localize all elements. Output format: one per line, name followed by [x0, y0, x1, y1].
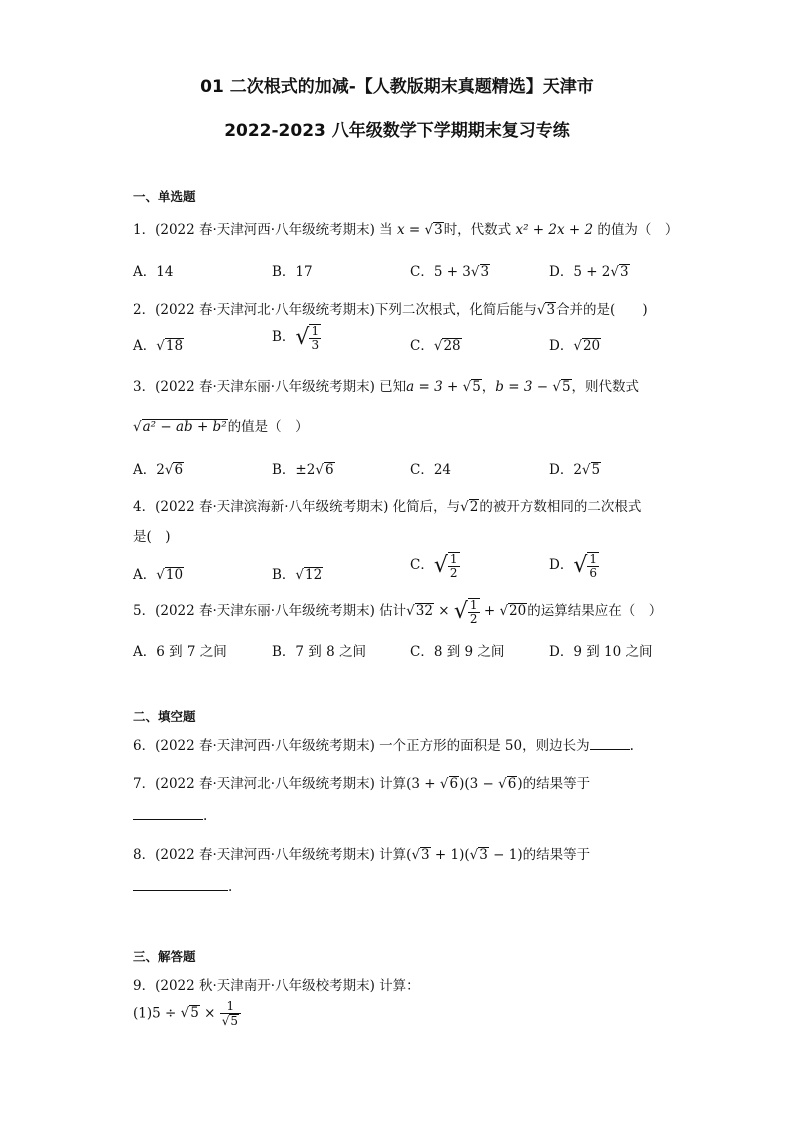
- question-9: 9．(2022 秋·天津南开·八年级校考期末) 计算：: [133, 978, 420, 994]
- q5-suffix: 的运算结果应在（ ）: [527, 603, 663, 620]
- question-8: 8．(2022 春·天津河西·八年级统考期末) 计算(√3 + 1)(√3 − 1)的结果等于: [133, 847, 591, 863]
- q3-option-a[interactable]: A．2√6: [133, 462, 184, 478]
- q3-suffix: ，则代数式: [571, 379, 640, 395]
- question-7-answer: .: [133, 808, 207, 824]
- question-5: 5．(2022 春·天津东丽·八年级统考期末) 估计√32 × √ $\frac{1}{2}$ + √20的运算结果应在（ ）: [133, 598, 663, 626]
- q4-option-d[interactable]: D．√ $\frac{1}{6}$: [549, 552, 597, 580]
- q6-answer-blank[interactable]: [590, 749, 630, 750]
- q5-option-c[interactable]: C．8 到 9 之间: [410, 644, 505, 660]
- question-3: 3．(2022 春·天津东丽·八年级统考期末) 已知a = 3 + √5，b = 3 − √5，则代数式: [133, 379, 640, 395]
- doc-title-line-1: 01 二次根式的加减-【人教版期末真题精选】天津市: [200, 77, 594, 97]
- question-6: 6．(2022 春·天津河西·八年级统考期末) 一个正方形的面积是 50，则边长为 .: [133, 738, 634, 754]
- section-heading-single-choice: 一、单选题: [133, 189, 196, 204]
- q2-sqrt: √3: [536, 302, 556, 318]
- q4-option-c[interactable]: C．√ $\frac{1}{2}$: [410, 552, 458, 580]
- question-2: [133, 298, 648, 318]
- q3-option-c[interactable]: C．24: [410, 462, 452, 478]
- q5-prefix: 5．(2022 春·天津东丽·八年级统考期末) 估计: [133, 603, 407, 620]
- q3-a-eq: a = 3 +: [406, 379, 463, 395]
- q3-b-eq: b = 3 −: [495, 379, 553, 395]
- question-4: [133, 495, 641, 515]
- question-1: [133, 218, 678, 238]
- q4-sqrt: √2: [460, 499, 479, 515]
- q1-expression: x² + 2x + 2: [515, 222, 594, 238]
- q1-mid: 时，代数式: [443, 222, 512, 238]
- q2-option-b[interactable]: B．√ $\frac{1}{3}$: [272, 324, 320, 352]
- q2-option-c[interactable]: C．√28: [410, 338, 461, 354]
- q1-var: x: [396, 222, 405, 238]
- q4-suffix: 的被开方数相同的二次根式: [479, 499, 642, 515]
- question-8-answer: .: [133, 879, 232, 895]
- q8-answer-blank[interactable]: [133, 890, 228, 891]
- q2-suffix: 合并的是( ): [556, 302, 648, 318]
- q2-option-a[interactable]: A．√18: [133, 338, 184, 354]
- q7-answer-blank[interactable]: [133, 819, 203, 820]
- section-heading-fill-in: 二、填空题: [133, 709, 196, 724]
- question-7: 7．(2022 春·天津河北·八年级统考期末) 计算(3 + √6)(3 − √6)的结果等于: [133, 776, 591, 792]
- q1-option-b[interactable]: B．17: [272, 264, 313, 280]
- question-3-line-2: [133, 415, 309, 435]
- q5-option-b[interactable]: B．7 到 8 之间: [272, 644, 366, 660]
- q4-option-b[interactable]: B．√12: [272, 567, 323, 583]
- q4-option-a[interactable]: A．√10: [133, 567, 184, 583]
- q2-option-d[interactable]: D．√20: [549, 338, 601, 354]
- q3-option-b[interactable]: B．±2√6: [272, 462, 334, 478]
- q1-option-a[interactable]: A．14: [133, 264, 174, 280]
- q2-prefix: 2．(2022 春·天津河北·八年级统考期末)下列二次根式，化简后能与: [133, 302, 537, 318]
- q5-option-a[interactable]: A．6 到 7 之间: [133, 644, 227, 660]
- q3-line2-suffix: 的值是（ ）: [227, 419, 309, 435]
- q3-prefix: 3．(2022 春·天津东丽·八年级统考期末) 已知: [133, 379, 407, 395]
- q1-sqrt: √3: [424, 222, 443, 238]
- q1-option-c[interactable]: C．5 + 3√3: [410, 264, 490, 280]
- q3-option-d[interactable]: D．2√5: [549, 462, 601, 478]
- section-heading-answer: 三、解答题: [133, 949, 196, 964]
- q1-option-d[interactable]: D．5 + 2√3: [549, 264, 629, 280]
- q1-suffix: 的值为（ ）: [597, 222, 679, 238]
- q3-sqrt-expression: √a² − ab + b²: [133, 419, 227, 435]
- q5-option-d[interactable]: D．9 到 10 之间: [549, 644, 653, 660]
- doc-title-line-2: 2022-2023 八年级数学下学期期末复习专练: [224, 121, 570, 141]
- q1-eq: =: [404, 222, 425, 238]
- q1-prefix: 1．(2022 春·天津河西·八年级统考期末) 当: [133, 222, 393, 238]
- q4-prefix: 4．(2022 春·天津滨海新·八年级统考期末) 化简后，与: [133, 499, 461, 515]
- question-9-part-1: (1)5 ÷ √5 × $\frac{1}{√5}$: [133, 1000, 241, 1028]
- question-4-line-2: 是( ): [133, 529, 171, 545]
